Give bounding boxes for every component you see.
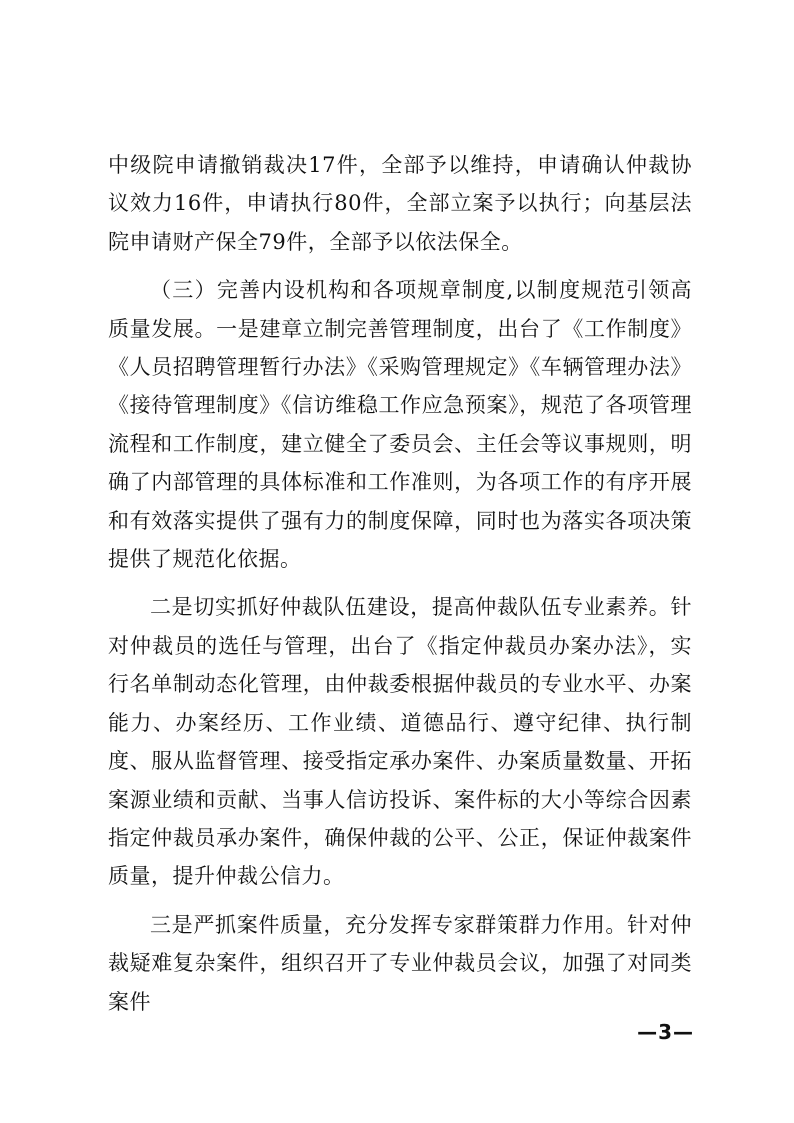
page-number: —3— bbox=[637, 1020, 694, 1044]
paragraph-1: 中级院申请撤销裁决17件，全部予以维持，申请确认仲裁协议效力16件，申请执行80件，全部立案予以执行；向基层法院申请财产保全79件，全部予以依法保全。 bbox=[108, 153, 692, 254]
paragraph-2: （三）完善内设机构和各项规章制度,以制度规范引领高质量发展。一是建章立制完善管理制度，出台了《工作制度》《人员招聘管理暂行办法》《采购管理规定》《车辆管理办法》《接待管理制度》《信访维稳工作应急预案》，规范了各项管理流程和工作制度，建立健全了委员会、主任会等议事规则，明确了内部管理的具体标准和工作准则，为各项工作的有序开展和有效落实提供了强有力的制度保障，同时也为落实各项决策提供了规范化依据。 bbox=[108, 278, 692, 572]
paragraph-3: 二是切实抓好仲裁队伍建设，提高仲裁队伍专业素养。针对仲裁员的选任与管理，出台了《指定仲裁员办案办法》，实行名单制动态化管理，由仲裁委根据仲裁员的专业水平、办案能力、办案经历、工作业绩、道德品行、遵守纪律、执行制度、服从监督管理、接受指定承办案件、办案质量数量、开拓案源业绩和贡献、当事人信访投诉、案件标的大小等综合因素指定仲裁员承办案件，确保仲裁的公平、公正，保证仲裁案件质量，提升仲裁公信力。 bbox=[108, 595, 692, 889]
document-body bbox=[108, 146, 692, 1031]
paragraph-4: 三是严抓案件质量，充分发挥专家群策群力作用。针对仲裁疑难复杂案件，组织召开了专业仲裁员会议，加强了对同类案件 bbox=[108, 912, 692, 1014]
